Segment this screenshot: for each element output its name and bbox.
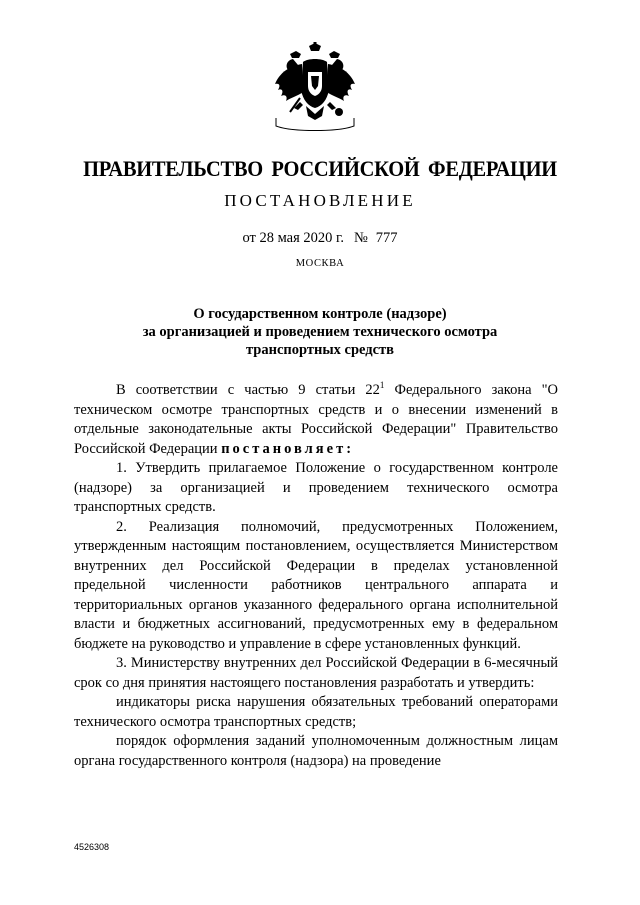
subject-line-2: за организацией и проведением технического осмотра: [142, 324, 498, 340]
document-number: 777: [375, 230, 398, 246]
paragraph-preamble: [74, 381, 558, 459]
footer-document-code: 4526308: [74, 842, 110, 852]
subject-line-1: О государственном контроле (надзоре): [193, 306, 447, 322]
number-sign: №: [353, 230, 368, 246]
article-superscript: 1: [379, 380, 385, 391]
document-type: ПОСТАНОВЛЕНИЕ: [224, 191, 416, 210]
decree-word: постановляет:: [221, 440, 355, 457]
paragraph-subitem-procedure: порядок оформления заданий уполномоченным должностным лицам органа государственного контроля (надзора) на проведение: [74, 733, 558, 769]
paragraph-subitem-indicators: индикаторы риска нарушения обязательных требований операторами технического осмотра транспортных средств;: [74, 694, 558, 730]
paragraph-item-1: 1. Утвердить прилагаемое Положение о государственном контроле (надзоре) за организацией и проведением технического осмотра транспортных средств.: [74, 460, 558, 515]
preamble-text-b: Федерального закона "О техническом осмотре транспортных средств и о внесении изменений в отдельные законодательные акты Российской Федерации" Правительство Российской Федерации: [74, 382, 558, 457]
document-body: [74, 381, 558, 771]
document-city: МОСКВА: [295, 258, 345, 269]
preamble-text-a: В соответствии с частью 9 статьи 22: [116, 382, 380, 398]
subject-line-3: транспортных средств: [245, 342, 395, 358]
coat-of-arms-emblem: [272, 42, 358, 134]
document-subject: [0, 305, 640, 359]
paragraph-item-2: 2. Реализация полномочий, предусмотренных Положением, утвержденным настоящим постановлением, осуществляется Министерством внутренних дел Российской Федерации в пределах установленной предельной численности работников центрального аппарата и территориальных органов указанного федерального органа исполнительной власти и бюджетных ассигнований, предусмотренных ему в федеральном бюджете на руководство и управление в сфере установленных функций.: [74, 518, 558, 652]
government-title: ПРАВИТЕЛЬСТВО РОССИЙСКОЙ ФЕДЕРАЦИИ: [83, 156, 557, 181]
document-date: от 28 мая 2020 г.: [242, 230, 344, 246]
paragraph-item-3: 3. Министерству внутренних дел Российской Федерации в 6-месячный срок со дня принятия настоящего постановления разработать и утвердить:: [74, 655, 558, 691]
document-date-number: [0, 230, 640, 247]
